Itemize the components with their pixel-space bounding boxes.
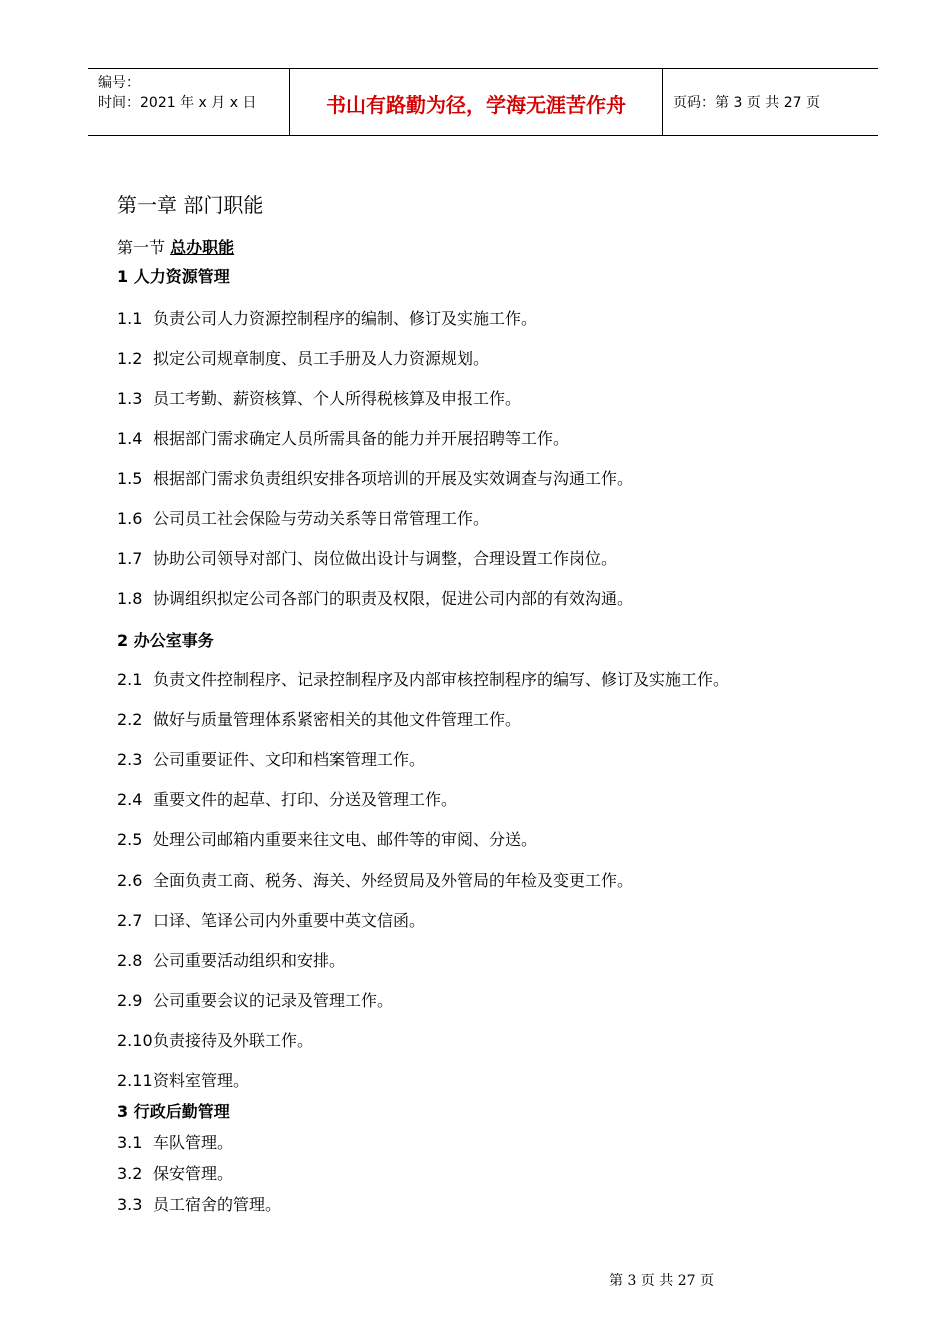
header-meta xyxy=(88,69,290,135)
list-item xyxy=(117,508,489,530)
item-text: 口译、笔译公司内外重要中英文信函。 xyxy=(153,911,426,930)
list-item xyxy=(117,910,425,932)
chapter-title: 第一章 部门职能 xyxy=(117,193,264,217)
list-item xyxy=(117,548,617,570)
header-motto: 书山有路勤为径，学海无涯苦作舟 xyxy=(290,69,663,135)
item-number: 3.1 xyxy=(117,1133,143,1152)
item-text: 负责接待及外联工作。 xyxy=(153,1031,314,1050)
item-text: 车队管理。 xyxy=(153,1133,234,1152)
item-text: 拟定公司规章制度、员工手册及人力资源规划。 xyxy=(153,349,490,368)
list-item xyxy=(117,388,521,410)
list-item xyxy=(117,428,569,450)
item-number: 1.7 xyxy=(117,549,143,568)
list-item xyxy=(117,870,633,892)
item-number: 1.4 xyxy=(117,429,143,448)
list-item xyxy=(117,829,537,851)
list-item xyxy=(117,308,537,330)
item-number: 1.3 xyxy=(117,389,143,408)
list-item xyxy=(117,348,489,370)
page-footer: 第 3 页 共 27 页 xyxy=(609,1273,714,1289)
section-prefix: 第一节 xyxy=(117,238,171,257)
group-heading: 3 行政后勤管理 xyxy=(117,1102,230,1121)
item-number: 2.6 xyxy=(117,871,143,890)
item-number: 1.6 xyxy=(117,509,143,528)
section-title xyxy=(117,237,234,259)
item-number: 3.2 xyxy=(117,1164,143,1183)
item-text: 公司重要会议的记录及管理工作。 xyxy=(153,991,394,1010)
item-number: 2.4 xyxy=(117,790,143,809)
list-item xyxy=(117,749,425,771)
item-text: 负责文件控制程序、记录控制程序及内部审核控制程序的编写、修订及实施工作。 xyxy=(153,670,730,689)
item-number: 2.5 xyxy=(117,830,143,849)
item-text: 处理公司邮箱内重要来往文电、邮件等的审阅、分送。 xyxy=(153,830,538,849)
list-item xyxy=(117,1070,249,1092)
item-number: 2.7 xyxy=(117,911,143,930)
section-name: 总办职能 xyxy=(170,238,235,257)
item-text: 根据部门需求确定人员所需具备的能力并开展招聘等工作。 xyxy=(153,429,570,448)
item-text: 协调组织拟定公司各部门的职责及权限，促进公司内部的有效沟通。 xyxy=(153,589,634,608)
list-item xyxy=(117,709,521,731)
item-text: 根据部门需求负责组织安排各项培训的开展及实效调查与沟通工作。 xyxy=(153,469,634,488)
header-page-info: 页码：第 3 页 共 27 页 xyxy=(673,95,820,111)
group-heading: 2 办公室事务 xyxy=(117,631,214,650)
item-text: 保安管理。 xyxy=(153,1164,234,1183)
list-item xyxy=(117,468,633,490)
item-number: 1.8 xyxy=(117,589,143,608)
item-number: 2.2 xyxy=(117,710,143,729)
item-text: 公司员工社会保险与劳动关系等日常管理工作。 xyxy=(153,509,490,528)
item-text: 做好与质量管理体系紧密相关的其他文件管理工作。 xyxy=(153,710,522,729)
item-text: 资料室管理。 xyxy=(153,1071,250,1090)
item-text: 负责公司人力资源控制程序的编制、修订及实施工作。 xyxy=(153,309,538,328)
item-number: 2.1 xyxy=(117,670,143,689)
item-number: 3.3 xyxy=(117,1195,143,1214)
item-number: 2.8 xyxy=(117,951,143,970)
item-text: 公司重要证件、文印和档案管理工作。 xyxy=(153,750,426,769)
group-heading: 1 人力资源管理 xyxy=(117,267,230,286)
item-text: 员工考勤、薪资核算、个人所得税核算及申报工作。 xyxy=(153,389,522,408)
list-item xyxy=(117,1132,233,1154)
list-item xyxy=(117,1194,281,1216)
header-time-label: 时间：2021 年 x 月 x 日 xyxy=(98,95,257,111)
item-number: 1.5 xyxy=(117,469,143,488)
item-text: 重要文件的起草、打印、分送及管理工作。 xyxy=(153,790,458,809)
item-number: 2.9 xyxy=(117,991,143,1010)
item-number: 2.10 xyxy=(117,1031,153,1050)
list-item xyxy=(117,789,457,811)
page-header xyxy=(88,68,878,136)
list-item xyxy=(117,669,729,691)
list-item xyxy=(117,990,393,1012)
item-text: 公司重要活动组织和安排。 xyxy=(153,951,346,970)
item-text: 协助公司领导对部门、岗位做出设计与调整，合理设置工作岗位。 xyxy=(153,549,618,568)
header-number-label: 编号： xyxy=(98,75,140,91)
item-number: 2.3 xyxy=(117,750,143,769)
item-text: 员工宿舍的管理。 xyxy=(153,1195,282,1214)
item-number: 1.2 xyxy=(117,349,143,368)
item-number: 1.1 xyxy=(117,309,143,328)
list-item xyxy=(117,588,633,610)
item-text: 全面负责工商、税务、海关、外经贸局及外管局的年检及变更工作。 xyxy=(153,871,634,890)
list-item xyxy=(117,1030,313,1052)
list-item xyxy=(117,1163,233,1185)
list-item xyxy=(117,950,345,972)
item-number: 2.11 xyxy=(117,1071,153,1090)
